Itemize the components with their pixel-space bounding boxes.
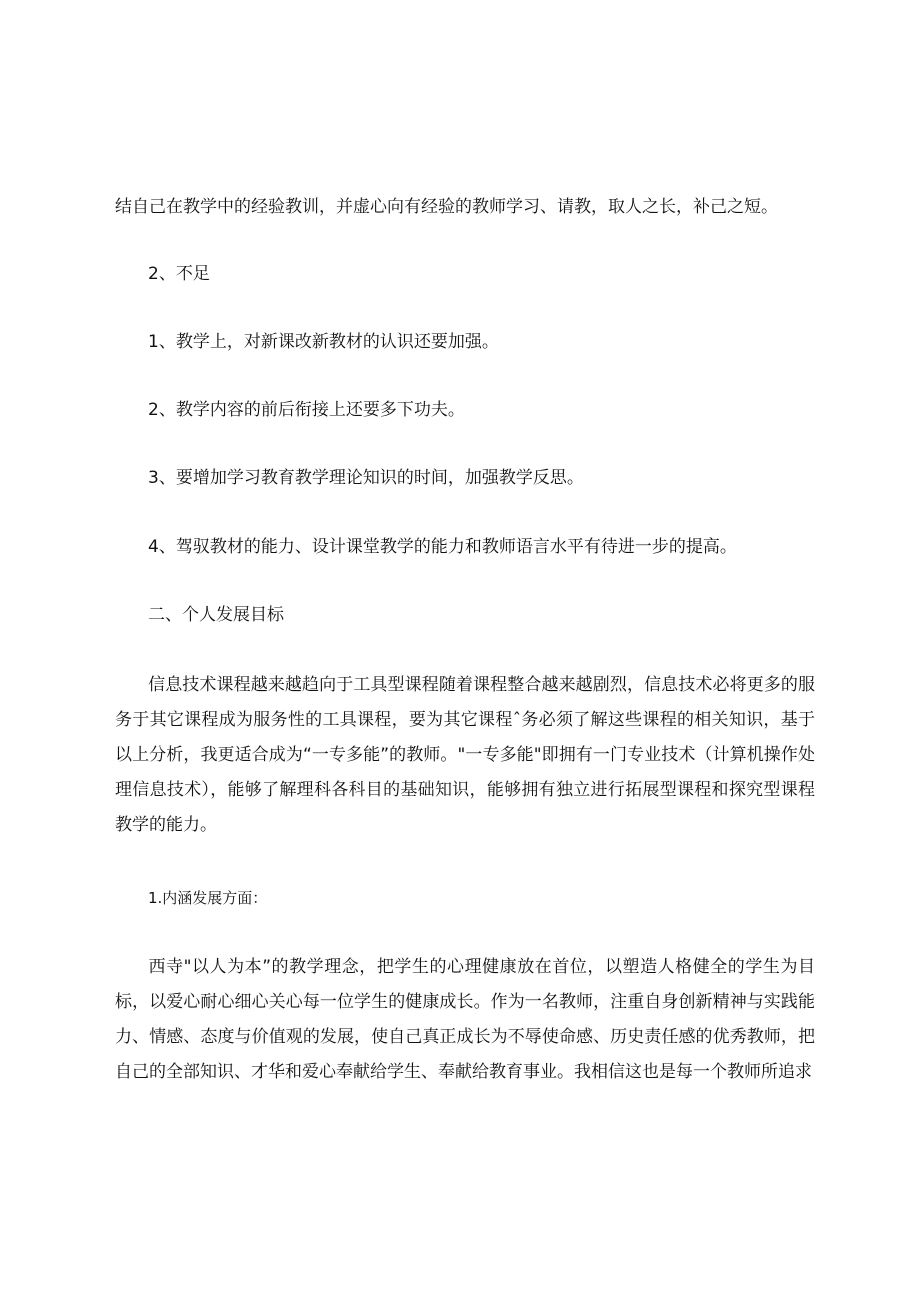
section-heading-goals: 二、个人发展目标	[148, 605, 284, 625]
shortcoming-item-2: 2、教学内容的前后衔接上还要多下功夫。	[148, 400, 465, 420]
development-paragraph-text: 西寺"以人为本”的教学理念，把学生的心理健康放在首位，以塑造人格健全的学生为目标，以爱心耐心细心关心每一位学生的健康成长。作为一名教师，注重自身创新精神与实践能力、情感、态度与价值观的发展，使自己真正成长为不辱使命感、历史责任感的优秀教师，把自己的全部知识、才华和爱心奉献给学生、奉献给教育事业。我相信这也是每一个教师所追求	[115, 957, 815, 1082]
continuation-line: 结自己在教学中的经验教训，并虚心向有经验的教师学习、请教，取人之长，补己之短。	[115, 197, 778, 217]
goals-paragraph	[115, 668, 815, 843]
shortcoming-item-3: 3、要增加学习教育教学理论知识的时间，加强教学反思。	[148, 468, 584, 488]
shortcoming-item-1: 1、教学上，对新课改新教材的认识还要加强。	[148, 332, 499, 352]
subsection-heading: 1.内涵发展方面：	[148, 889, 268, 907]
development-paragraph	[115, 950, 815, 1090]
section-heading-shortcomings: 2、不足	[148, 264, 210, 284]
goals-paragraph-text: 信息技术课程越来越趋向于工具型课程随着课程整合越来越剧烈，信息技术必将更多的服务于其它课程成为服务性的工具课程，要为其它课程ˆ务必须了解这些课程的相关知识，基于以上分析，我更适合成为“一专多能”的教师。"一专多能"即拥有一门专业技术（计算机操作处理信息技术），能够了解理科各科目的基础知识，能够拥有独立进行拓展型课程和探究型课程教学的能力。	[115, 675, 815, 835]
shortcoming-item-4: 4、驾驭教材的能力、设计课堂教学的能力和教师语言水平有待进一步的提高。	[148, 537, 737, 557]
